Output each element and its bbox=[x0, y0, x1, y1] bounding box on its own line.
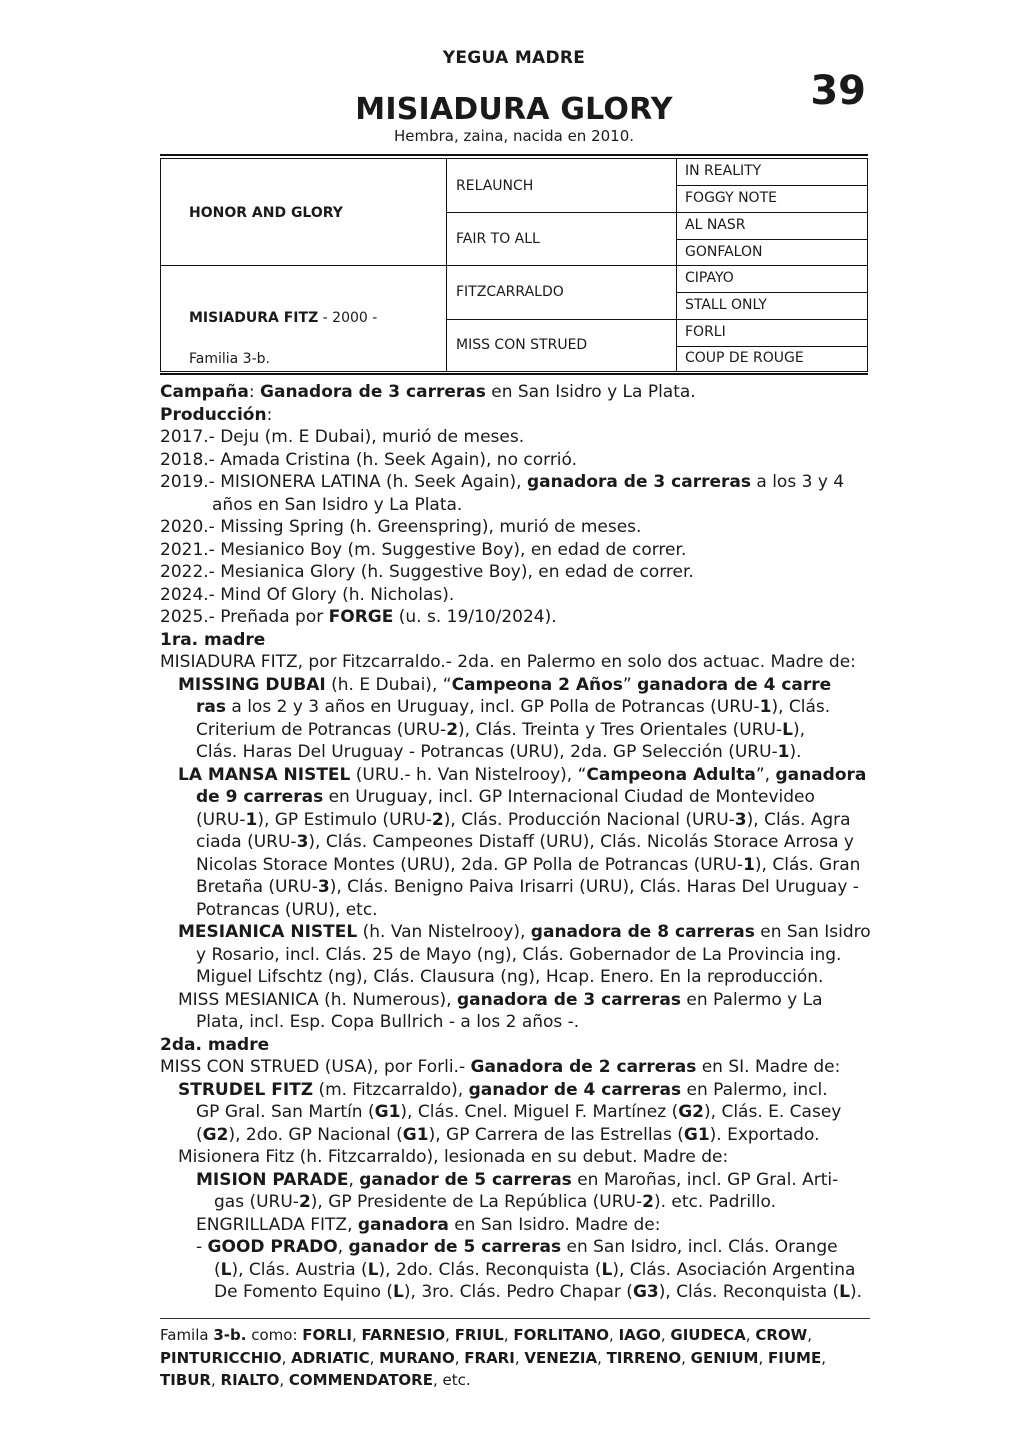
pedigree-dam-cell bbox=[160, 265, 447, 372]
bold-text: L bbox=[782, 719, 793, 740]
bold-text: G2 bbox=[678, 1102, 705, 1122]
bold-text: MISION PARADE bbox=[196, 1169, 349, 1190]
bold-text: G1 bbox=[402, 1124, 429, 1145]
lot-number: 39 bbox=[810, 68, 866, 114]
text-run: ), Clás. Producción Nacional (URU- bbox=[443, 809, 735, 830]
bold-text: ganadora bbox=[357, 1214, 449, 1235]
family-horse-name: VENEZIA bbox=[524, 1348, 598, 1367]
text-run: ), 3ro. Clás. Pedro Chapar ( bbox=[403, 1282, 633, 1302]
text-run: : bbox=[248, 382, 261, 402]
text-line bbox=[160, 899, 872, 922]
family-horse-name: ADRIATIC bbox=[291, 1348, 370, 1367]
family-horse-name: GENIUM bbox=[690, 1348, 759, 1367]
text-run: Bretaña (URU- bbox=[196, 877, 318, 897]
pedigree-table bbox=[160, 154, 868, 376]
pedigree-gen2-cell bbox=[446, 158, 677, 213]
text-run: en San Isidro bbox=[754, 922, 871, 942]
text-run: ), GP Estimulo (URU- bbox=[257, 809, 432, 830]
bold-text: ganadora de 8 carreras bbox=[530, 922, 755, 942]
family-horse-name: FIUME bbox=[768, 1348, 822, 1367]
text-run: Clás. Haras Del Uruguay - Potrancas (URU), 2da. GP Selección (URU- bbox=[196, 742, 778, 762]
text-run: Famila bbox=[160, 1326, 214, 1344]
bold-text: ganador de 5 carreras bbox=[348, 1237, 562, 1257]
text-run: , bbox=[348, 1169, 360, 1190]
pedigree-dam: MISIADURA FITZ bbox=[189, 310, 319, 326]
text-line bbox=[160, 426, 872, 449]
pedigree-gen2-cell bbox=[446, 212, 677, 266]
text-run: , bbox=[454, 1348, 465, 1367]
bold-text: L bbox=[839, 1282, 851, 1302]
text-line bbox=[160, 809, 872, 832]
text-run: Plata, incl. Esp. Copa Bullrich - a los 2 años -. bbox=[196, 1012, 580, 1032]
bold-text: Ganadora de 3 carreras bbox=[260, 382, 486, 402]
pedigree-gen3-name: FORLI bbox=[685, 324, 726, 340]
text-run: en Maroñas, incl. GP Gral. Arti- bbox=[571, 1169, 839, 1190]
bold-text: 2 bbox=[446, 719, 459, 740]
text-run: ), Clás. Gran bbox=[754, 854, 861, 875]
bold-text: 1 bbox=[743, 854, 755, 875]
text-run: , bbox=[597, 1348, 607, 1367]
text-line bbox=[160, 831, 872, 854]
bold-text: ganadora bbox=[775, 764, 867, 785]
text-run: (u. s. 19/10/2024). bbox=[393, 607, 557, 627]
bold-text: 2 bbox=[642, 1192, 654, 1212]
text-run: (h. Van Nistelrooy), bbox=[357, 922, 531, 942]
family-horse-name: FORLI bbox=[302, 1326, 352, 1344]
bold-text: L bbox=[393, 1282, 404, 1302]
text-run: ”, bbox=[755, 764, 776, 785]
text-run: , bbox=[681, 1348, 691, 1367]
family-horse-name: FRIUL bbox=[454, 1326, 504, 1344]
text-run: 2018.- Amada Cristina (h. Seek Again), no corrió. bbox=[160, 449, 578, 470]
text-run: ENGRILLADA FITZ, bbox=[196, 1214, 358, 1235]
text-run: (m. Fitzcarraldo), bbox=[313, 1079, 469, 1100]
text-line bbox=[160, 719, 872, 742]
family-horse-name: PINTURICCHIO bbox=[160, 1348, 282, 1367]
text-line bbox=[160, 1011, 872, 1034]
text-run: Potrancas (URU), etc. bbox=[196, 899, 378, 920]
bold-text: ganadora de 4 carre bbox=[637, 674, 832, 695]
text-run: en Palermo, incl. bbox=[681, 1079, 828, 1100]
text-run: en Palermo y La bbox=[681, 989, 823, 1010]
footer-line bbox=[160, 1369, 872, 1392]
text-line bbox=[160, 606, 872, 629]
text-run: , bbox=[660, 1326, 671, 1344]
text-line bbox=[160, 921, 872, 944]
text-run: ), 2do. Clás. Reconquista ( bbox=[378, 1259, 602, 1280]
text-run: , bbox=[279, 1371, 289, 1389]
bold-text: 3 bbox=[296, 832, 309, 852]
footer-line bbox=[160, 1347, 872, 1370]
pedigree-sire-cell bbox=[160, 158, 447, 266]
family-horse-name: RIALTO bbox=[220, 1371, 280, 1389]
text-run: ), Clás. Campeones Distaff (URU), Clás. Nicolás Storace Arrosa y bbox=[308, 832, 854, 852]
bold-text: 2da. madre bbox=[160, 1034, 270, 1055]
text-line bbox=[160, 494, 872, 517]
text-run: , bbox=[609, 1326, 619, 1344]
text-run: 2021.- Mesianico Boy (m. Suggestive Boy), en edad de correr. bbox=[160, 539, 687, 560]
bold-text: 1 bbox=[777, 742, 790, 762]
bold-text: LA MANSA NISTEL bbox=[178, 764, 351, 785]
text-run: 2019.- MISIONERA LATINA (h. Seek Again), bbox=[160, 472, 527, 492]
text-run: 2025.- Preñada por bbox=[160, 607, 329, 627]
pedigree-bottom-rule bbox=[160, 373, 868, 375]
text-line bbox=[160, 1169, 872, 1192]
text-run: ), GP Carrera de las Estrellas ( bbox=[428, 1124, 684, 1145]
text-line bbox=[160, 1214, 872, 1237]
text-run: , bbox=[745, 1326, 756, 1344]
text-line bbox=[160, 989, 872, 1012]
text-run: (h. E Dubai), “ bbox=[325, 674, 452, 695]
text-run: ), bbox=[792, 719, 805, 740]
text-run: ), Clás. Benigno Paiva Irisarri (URU), Clás. Haras Del Uruguay - bbox=[329, 877, 859, 897]
text-run: , bbox=[758, 1348, 769, 1367]
text-run: GP Gral. San Martín ( bbox=[196, 1102, 375, 1122]
text-line bbox=[160, 1191, 872, 1214]
text-run: , bbox=[337, 1237, 349, 1257]
pedigree-gen3-cell bbox=[676, 265, 868, 293]
text-line bbox=[160, 1281, 872, 1304]
family-horse-name: 3-b. bbox=[213, 1326, 247, 1344]
section-label: YEGUA MADRE bbox=[442, 48, 586, 68]
produce-record bbox=[160, 381, 872, 1304]
pedigree-dam-line bbox=[189, 310, 377, 326]
text-line bbox=[160, 741, 872, 764]
text-run: ), Clás. Cnel. Miguel F. Martínez ( bbox=[400, 1102, 679, 1122]
text-line bbox=[160, 944, 872, 967]
pedigree-dam-year: - 2000 - bbox=[318, 310, 378, 326]
text-run: ( bbox=[214, 1259, 221, 1280]
text-run: ), Clás. Treinta y Tres Orientales (URU- bbox=[458, 719, 783, 740]
text-run: , bbox=[281, 1348, 292, 1367]
family-horse-name: FRARI bbox=[464, 1348, 515, 1367]
text-line bbox=[160, 696, 872, 719]
bold-text: ras bbox=[196, 697, 226, 717]
text-line bbox=[160, 1056, 872, 1079]
bold-text: L bbox=[367, 1259, 379, 1280]
text-line bbox=[160, 1034, 872, 1057]
bold-text: GOOD PRADO bbox=[207, 1237, 338, 1257]
pedigree-gen3-cell bbox=[676, 346, 868, 372]
bold-text: G2 bbox=[202, 1124, 229, 1145]
text-line bbox=[160, 1079, 872, 1102]
text-line bbox=[160, 764, 872, 787]
text-run: MISIADURA FITZ, por Fitzcarraldo.- 2da. en Palermo en solo dos actuac. Madre de: bbox=[160, 652, 856, 672]
horse-description: Hembra, zaina, nacida en 2010. bbox=[393, 127, 635, 145]
family-footer bbox=[160, 1324, 872, 1392]
text-run: , etc. bbox=[432, 1371, 471, 1389]
text-run: , bbox=[210, 1371, 221, 1389]
horse-name: MISIADURA GLORY bbox=[355, 92, 673, 127]
bold-text: ganador de 4 carreras bbox=[468, 1079, 682, 1100]
text-run: - bbox=[196, 1237, 208, 1257]
bold-text: ganadora de 3 carreras bbox=[456, 989, 681, 1010]
text-run: a los 2 y 3 años en Uruguay, incl. GP Polla de Potrancas (URU- bbox=[225, 697, 760, 717]
text-line bbox=[160, 674, 872, 697]
text-run: años en San Isidro y La Plata. bbox=[212, 494, 463, 515]
text-line bbox=[160, 584, 872, 607]
bold-text: MESIANICA NISTEL bbox=[178, 922, 358, 942]
text-line bbox=[160, 966, 872, 989]
family-horse-name: FARNESIO bbox=[361, 1326, 446, 1344]
text-run: , bbox=[514, 1348, 525, 1367]
pedigree-gen2-cell bbox=[446, 319, 677, 372]
text-run: ( bbox=[196, 1124, 203, 1145]
text-run: : bbox=[266, 404, 273, 425]
pedigree-gen2-name: MISS CON STRUED bbox=[456, 337, 588, 353]
pedigree-gen3-name: FOGGY NOTE bbox=[685, 190, 777, 206]
bold-text: 3 bbox=[734, 809, 747, 830]
text-run: en San Isidro y La Plata. bbox=[485, 382, 696, 402]
text-run: Criterium de Potrancas (URU- bbox=[196, 719, 447, 740]
bold-text: 2 bbox=[298, 1192, 311, 1212]
text-line bbox=[160, 381, 872, 404]
text-line bbox=[160, 561, 872, 584]
pedigree-gen3-name: IN REALITY bbox=[685, 163, 762, 179]
text-run: ciada (URU- bbox=[196, 832, 297, 852]
text-run: 2020.- Missing Spring (h. Greenspring), murió de meses. bbox=[160, 517, 642, 537]
text-run: ). bbox=[789, 742, 802, 762]
bold-text: ganador de 5 carreras bbox=[359, 1169, 572, 1190]
bold-text: 3 bbox=[317, 877, 330, 897]
text-run: (URU- bbox=[196, 809, 246, 830]
bold-text: STRUDEL FITZ bbox=[178, 1079, 314, 1100]
text-run: ), Clás. Austria ( bbox=[231, 1259, 368, 1280]
bold-text: Ganadora de 2 carreras bbox=[470, 1057, 697, 1077]
text-line bbox=[160, 1236, 872, 1259]
pedigree-gen3-cell bbox=[676, 319, 868, 347]
text-line bbox=[160, 854, 872, 877]
pedigree-gen2-name: FAIR TO ALL bbox=[456, 231, 540, 247]
text-run: ), Clás. Agra bbox=[746, 809, 851, 830]
pedigree-gen3-name: COUP DE ROUGE bbox=[685, 350, 804, 366]
footer-rule bbox=[160, 1318, 870, 1319]
text-run: De Fomento Equino ( bbox=[214, 1282, 394, 1302]
text-run: 2024.- Mind Of Glory (h. Nicholas). bbox=[160, 584, 455, 605]
text-run: , bbox=[821, 1348, 826, 1367]
bold-text: L bbox=[601, 1259, 613, 1280]
bold-text: Campeona 2 Años bbox=[451, 674, 623, 695]
text-run: , bbox=[503, 1326, 514, 1344]
family-horse-name: GIUDECA bbox=[670, 1326, 746, 1344]
text-line bbox=[160, 651, 872, 674]
text-line bbox=[160, 786, 872, 809]
bold-text: Campeona Adulta bbox=[586, 764, 756, 785]
bold-text: ganadora de 3 carreras bbox=[526, 472, 751, 492]
text-run: y Rosario, incl. Clás. 25 de Mayo (ng), Clás. Gobernador de La Provincia ing. bbox=[196, 944, 842, 965]
pedigree-gen3-name: CIPAYO bbox=[685, 270, 734, 286]
text-run: ), 2do. GP Nacional ( bbox=[228, 1124, 403, 1145]
text-line bbox=[160, 629, 872, 652]
text-run: en San Isidro. Madre de: bbox=[448, 1214, 661, 1235]
pedigree-gen3-name: STALL ONLY bbox=[685, 297, 767, 313]
bold-text: 1ra. madre bbox=[160, 629, 266, 650]
pedigree-sire: HONOR AND GLORY bbox=[189, 205, 343, 221]
text-run: 2017.- Deju (m. E Dubai), murió de meses. bbox=[160, 427, 525, 447]
bold-text: G3 bbox=[632, 1282, 659, 1302]
text-run: (URU.- h. Van Nistelrooy), “ bbox=[350, 764, 587, 785]
pedigree-top-rule bbox=[160, 154, 868, 156]
text-line bbox=[160, 516, 872, 539]
text-run: Misionera Fitz (h. Fitzcarraldo), lesionada en su debut. Madre de: bbox=[178, 1147, 729, 1167]
pedigree-gen3-name: GONFALON bbox=[685, 244, 763, 260]
text-run: a los 3 y 4 bbox=[750, 472, 845, 492]
family-horse-name: TIBUR bbox=[160, 1371, 211, 1389]
text-run: , bbox=[445, 1326, 455, 1344]
family-horse-name: TIRRENO bbox=[606, 1348, 682, 1367]
text-line bbox=[160, 1124, 872, 1147]
text-line bbox=[160, 449, 872, 472]
text-run: ). Exportado. bbox=[709, 1124, 820, 1145]
family-horse-name: IAGO bbox=[618, 1326, 661, 1344]
text-run: ), Clás. Asociación Argentina bbox=[612, 1259, 856, 1280]
text-run: ), GP Presidente de La República (URU- bbox=[310, 1192, 643, 1212]
pedigree-gen3-name: AL NASR bbox=[685, 217, 746, 233]
family-horse-name: MURANO bbox=[379, 1348, 455, 1367]
text-run: gas (URU- bbox=[214, 1192, 299, 1212]
text-run: en SI. Madre de: bbox=[696, 1057, 841, 1077]
pedigree-gen3-cell bbox=[676, 212, 868, 240]
text-line bbox=[160, 471, 872, 494]
text-run: como: bbox=[246, 1326, 303, 1344]
family-horse-name: FORLITANO bbox=[513, 1326, 610, 1344]
text-run: en Uruguay, incl. GP Internacional Ciudad de Montevideo bbox=[323, 787, 815, 807]
pedigree-gen3-cell bbox=[676, 185, 868, 213]
text-line bbox=[160, 404, 872, 427]
text-run: en San Isidro, incl. Clás. Orange bbox=[561, 1237, 838, 1257]
pedigree-family: Familia 3-b. bbox=[189, 351, 270, 367]
bold-text: G1 bbox=[374, 1102, 401, 1122]
text-run: ), Clás. E. Casey bbox=[704, 1102, 842, 1122]
text-run: Nicolas Storace Montes (URU), 2da. GP Polla de Potrancas (URU- bbox=[196, 854, 744, 875]
text-run: , bbox=[351, 1326, 362, 1344]
pedigree-gen2-cell bbox=[446, 265, 677, 320]
footer-line bbox=[160, 1324, 872, 1347]
text-line bbox=[160, 1259, 872, 1282]
bold-text: L bbox=[220, 1259, 232, 1280]
pedigree-gen3-cell bbox=[676, 239, 868, 266]
text-run: ” bbox=[622, 674, 638, 695]
bold-text: G1 bbox=[683, 1124, 710, 1145]
bold-text: Producción bbox=[160, 404, 267, 425]
pedigree-gen2-name: RELAUNCH bbox=[456, 178, 534, 194]
bold-text: 2 bbox=[431, 809, 444, 830]
bold-text: de 9 carreras bbox=[196, 787, 324, 807]
text-line bbox=[160, 539, 872, 562]
bold-text: Campaña bbox=[160, 382, 249, 402]
text-run: Miguel Lifschtz (ng), Clás. Clausura (ng), Hcap. Enero. En la reproducción. bbox=[196, 967, 824, 987]
pedigree-gen3-cell bbox=[676, 158, 868, 186]
pedigree-gen2-name: FITZCARRALDO bbox=[456, 284, 564, 300]
text-run: , bbox=[369, 1348, 380, 1367]
text-line bbox=[160, 876, 872, 899]
bold-text: 1 bbox=[245, 809, 258, 830]
text-run: ), Clás. Reconquista ( bbox=[658, 1282, 840, 1302]
text-run: MISS MESIANICA (h. Numerous), bbox=[178, 989, 457, 1010]
text-line bbox=[160, 1101, 872, 1124]
text-run: MISS CON STRUED (USA), por Forli.- bbox=[160, 1057, 471, 1077]
text-run: ), Clás. bbox=[771, 697, 831, 717]
text-run: 2022.- Mesianica Glory (h. Suggestive Boy), en edad de correr. bbox=[160, 562, 694, 582]
family-horse-name: CROW bbox=[755, 1326, 808, 1344]
text-line bbox=[160, 1146, 872, 1169]
text-run: , bbox=[807, 1326, 812, 1344]
bold-text: FORGE bbox=[328, 607, 394, 627]
bold-text: 1 bbox=[759, 697, 772, 717]
text-run: ). etc. Padrillo. bbox=[653, 1192, 777, 1212]
pedigree-gen3-cell bbox=[676, 292, 868, 320]
family-horse-name: COMMENDATORE bbox=[288, 1371, 433, 1389]
bold-text: MISSING DUBAI bbox=[178, 674, 326, 695]
text-run: ). bbox=[850, 1282, 863, 1302]
